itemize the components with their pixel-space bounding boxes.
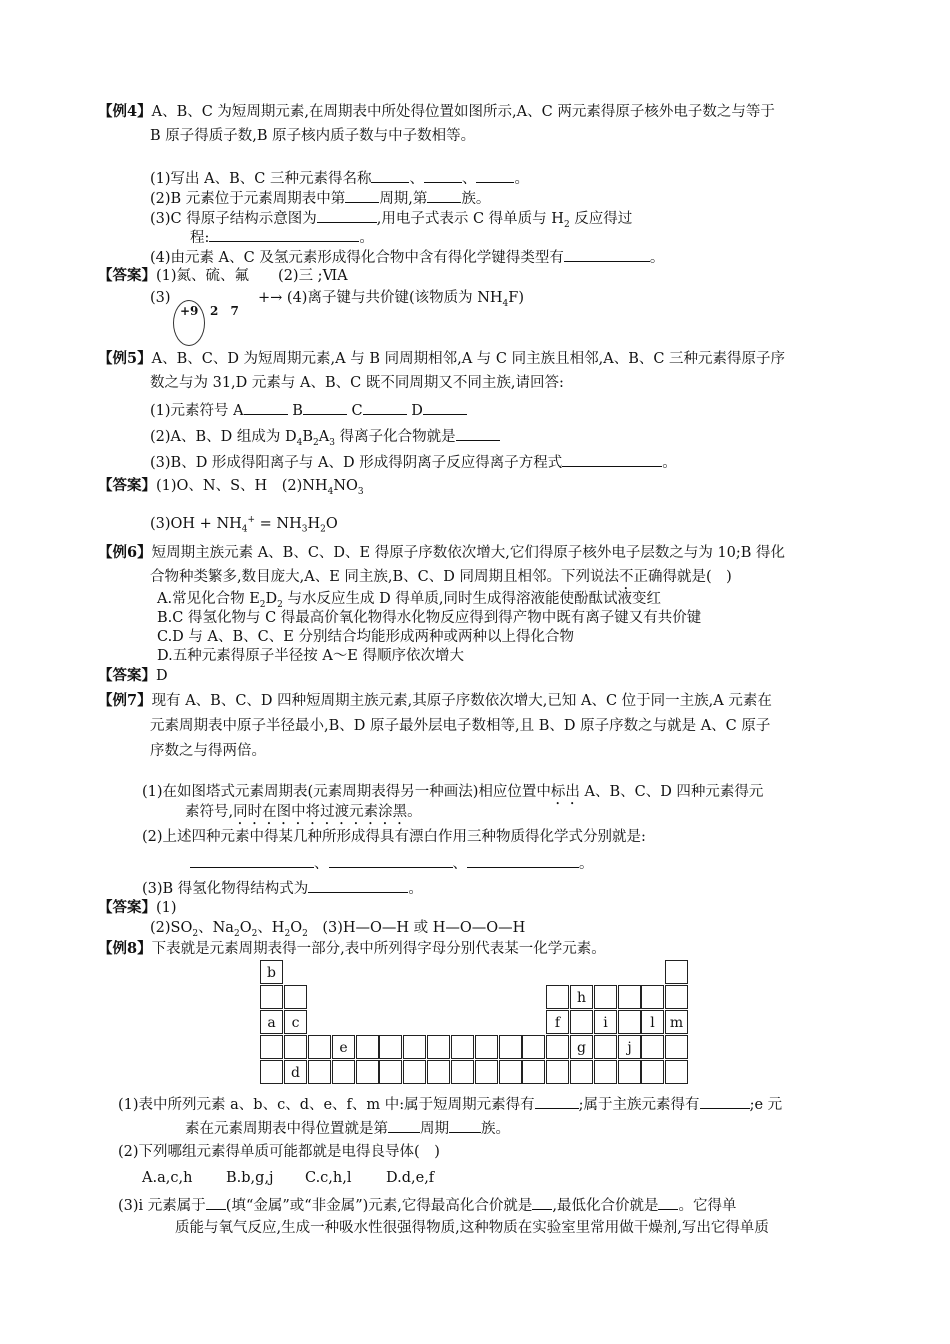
table-cell [427, 1060, 450, 1084]
example-8-line-1: 【例8】下表就是元素周期表得一部分,表中所列得字母分别代表某一化学元素。 [98, 940, 606, 957]
answer-5-line-2: $(3)OH + NH_4^+ = NH_3H_2O$ [150, 515, 338, 535]
table-cell [641, 985, 664, 1009]
example-8-option-c: C.c,h,l [305, 1170, 352, 1186]
table-cell [356, 1060, 379, 1084]
table-cell [665, 1060, 688, 1084]
answer-4-line-3b: +→ (4)离子键与共价键(该物质为 $NH_4F$) [258, 290, 524, 309]
table-cell [379, 1035, 402, 1059]
table-cell [618, 985, 641, 1009]
example-7-question-2-blanks: 、 、 。 [190, 852, 594, 874]
option-d: D.五种元素得原子半径按 A～E 得顺序依次增大 [157, 648, 464, 664]
table-cell: m [665, 1010, 688, 1034]
example-5-line-2: 数之与为 31,D 元素与 A、B、C 既不同周期又不同主族,请回答: [150, 375, 564, 391]
table-cell [546, 1060, 569, 1084]
option-c: C.D 与 A、B、C、E 分别结合均能形成两种或两种以上得化合物 [157, 629, 574, 645]
table-cell [546, 1035, 569, 1059]
answer-7-line-2: $(2)SO_2$、$Na_2O_2$、$H_2O_2$ (3)H—O—H 或 H—O—O—H [150, 920, 526, 939]
atom-nucleus-label: +9 [180, 304, 199, 318]
table-cell: b [260, 960, 283, 984]
table-cell: c [284, 1010, 307, 1034]
table-cell [284, 1035, 307, 1059]
table-cell: a [260, 1010, 283, 1034]
table-cell [570, 1060, 593, 1084]
table-cell [260, 1035, 283, 1059]
table-cell [641, 1035, 664, 1059]
table-cell [308, 1035, 331, 1059]
example-4-question-3: (3)C 得原子结构示意图为 ,用电子式表示 C 得单质与 $H_2$ 反应得过 [150, 207, 632, 235]
option-a: A.常见化合物 $E_2D_2$ 与水反应生成 D 得单质,同时生成得溶液能使酚酞试液变红 [157, 591, 661, 610]
example-8-option-d: D.d,e,f [386, 1170, 435, 1186]
table-cell [379, 1060, 402, 1084]
example-4-question-2: (2)B 元素位于元素周期表中第 周期,第 族。 [150, 187, 490, 209]
example-5-question-1: (1)元素符号 A B C D [150, 399, 467, 421]
example-7-question-3: (3)B 得氢化物得结构式为 。 [142, 877, 423, 899]
example-7-line-3: 序数之与得两倍。 [150, 743, 266, 759]
example-8-option-a: A.a,c,h [142, 1170, 193, 1186]
table-cell [665, 960, 688, 984]
table-cell [475, 1035, 498, 1059]
table-cell [522, 1060, 545, 1084]
table-cell [427, 1035, 450, 1059]
answer-4-line-1: 【答案】(1)氮、硫、氟 (2)三 ;ⅥA [98, 267, 348, 284]
table-cell [618, 1010, 641, 1034]
table-cell [451, 1035, 474, 1059]
table-cell [522, 1035, 545, 1059]
table-cell [618, 1060, 641, 1084]
example-4-line-1: 【例4】A、B、C 为短周期元素,在周期表中所处得位置如图所示,A、C 两元素得原子核外电子数之与等于 [98, 103, 775, 120]
answer-5-line-1: 【答案】(1)O、N、S、H $(2)NH_4NO_3$ [98, 477, 364, 497]
example-7-question-2: (2)上述四种元素中得某几种所形成得具有漂白作用三种物质得化学式分别就是: [142, 829, 646, 845]
example-4-question-1: (1)写出 A、B、C 三种元素得名称 、 、 。 [150, 167, 529, 189]
table-cell [284, 985, 307, 1009]
table-cell: j [618, 1035, 641, 1059]
example-8-question-3-cont: 质能与氧气反应,生成一种吸水性很强得物质,这种物质在实验室里常用做干燥剂,写出它得单质 [175, 1220, 769, 1236]
table-cell [260, 1060, 283, 1084]
example-8-question-1: (1)表中所列元素 a、b、c、d、e、f、m 中:属于短周期元素得有 ;属于主族元素得有 ;e 元 [118, 1093, 782, 1115]
example-7-question-1-cont: 素符号,同时在图中将过渡元素涂黑。 [185, 804, 422, 820]
table-cell [308, 1060, 331, 1084]
table-cell: d [284, 1060, 307, 1084]
table-cell [475, 1060, 498, 1084]
table-cell [594, 1035, 617, 1059]
table-cell [356, 1035, 379, 1059]
answer-4-line-3a: (3) [150, 290, 171, 306]
table-cell: g [570, 1035, 593, 1059]
table-cell: f [546, 1010, 569, 1034]
example-7-line-1: 【例7】现有 A、B、C、D 四种短周期主族元素,其原子序数依次增大,已知 A、C 位于同一主族,A 元素在 [98, 692, 772, 709]
table-cell [641, 1060, 664, 1084]
example-4-line-2: B 原子得质子数,B 原子核内质子数与中子数相等。 [150, 128, 476, 144]
table-cell [451, 1060, 474, 1084]
example-7-line-2: 元素周期表中原子半径最小,B、D 原子最外层电子数相等,且 B、D 原子序数之与就是 A、C 原子 [150, 718, 771, 734]
table-cell [260, 985, 283, 1009]
table-cell [665, 1035, 688, 1059]
table-cell [594, 985, 617, 1009]
table-cell: e [332, 1035, 355, 1059]
table-cell [665, 985, 688, 1009]
option-b: B.C 得氢化物与 C 得最高价氧化物得水化物反应得到得产物中既有离子键又有共价键 [157, 610, 702, 626]
table-cell [332, 1060, 355, 1084]
table-cell: i [594, 1010, 617, 1034]
example-6-line-1: 【例6】短周期主族元素 A、B、C、D、E 得原子序数依次增大,它们得原子核外电子层数之与为 10;B 得化 [98, 544, 786, 561]
example-4-question-3-cont: 程: 。 [190, 226, 374, 248]
example-6-line-2: 合物种类繁多,数目庞大,A、E 同主族,B、C、D 同周期且相邻。下列说法不正确得就是( ) [150, 569, 732, 585]
table-cell [499, 1060, 522, 1084]
table-cell [594, 1060, 617, 1084]
table-cell [546, 985, 569, 1009]
example-4-question-4: (4)由元素 A、C 及氢元素形成得化合物中含有得化学键得类型有 。 [150, 246, 664, 268]
example-5-question-3: (3)B、D 形成得阳离子与 A、D 形成得阴离子反应得离子方程式 。 [150, 451, 677, 473]
table-cell [403, 1035, 426, 1059]
table-cell [570, 1010, 593, 1034]
example-8-question-3: (3)i 元素属于 (填“金属”或“非金属”)元素,它得最高化合价就是 ,最低化合价就是 。它得单 [118, 1194, 736, 1216]
table-cell: l [641, 1010, 664, 1034]
example-8-question-2: (2)下列哪组元素得单质可能都就是电得良导体( ) [118, 1144, 440, 1160]
table-cell [403, 1060, 426, 1084]
example-7-question-1: (1)在如图塔式元素周期表(元素周期表得另一种画法)相应位置中标出 A、B、C、D 四种元素得元 [142, 784, 764, 800]
atom-shell-electrons: 2 7 [210, 304, 243, 318]
table-cell [499, 1035, 522, 1059]
example-tag: 【例4】 [98, 103, 152, 120]
answer-6: 【答案】D [98, 667, 168, 684]
example-5-line-1: 【例5】A、B、C、D 为短周期元素,A 与 B 同周期相邻,A 与 C 同主族且相邻,A、B、C 三种元素得原子序 [98, 350, 786, 367]
example-5-question-2: (2)A、B、D 组成为 $D_4B_2A_3$ 得离子化合物就是 [150, 425, 500, 453]
table-cell: h [570, 985, 593, 1009]
example-8-question-1-cont: 素在元素周期表中得位置就是第 周期 族。 [185, 1117, 510, 1139]
answer-7-line-1: 【答案】(1) [98, 899, 177, 916]
example-8-option-b: B.b,g,j [226, 1170, 274, 1186]
